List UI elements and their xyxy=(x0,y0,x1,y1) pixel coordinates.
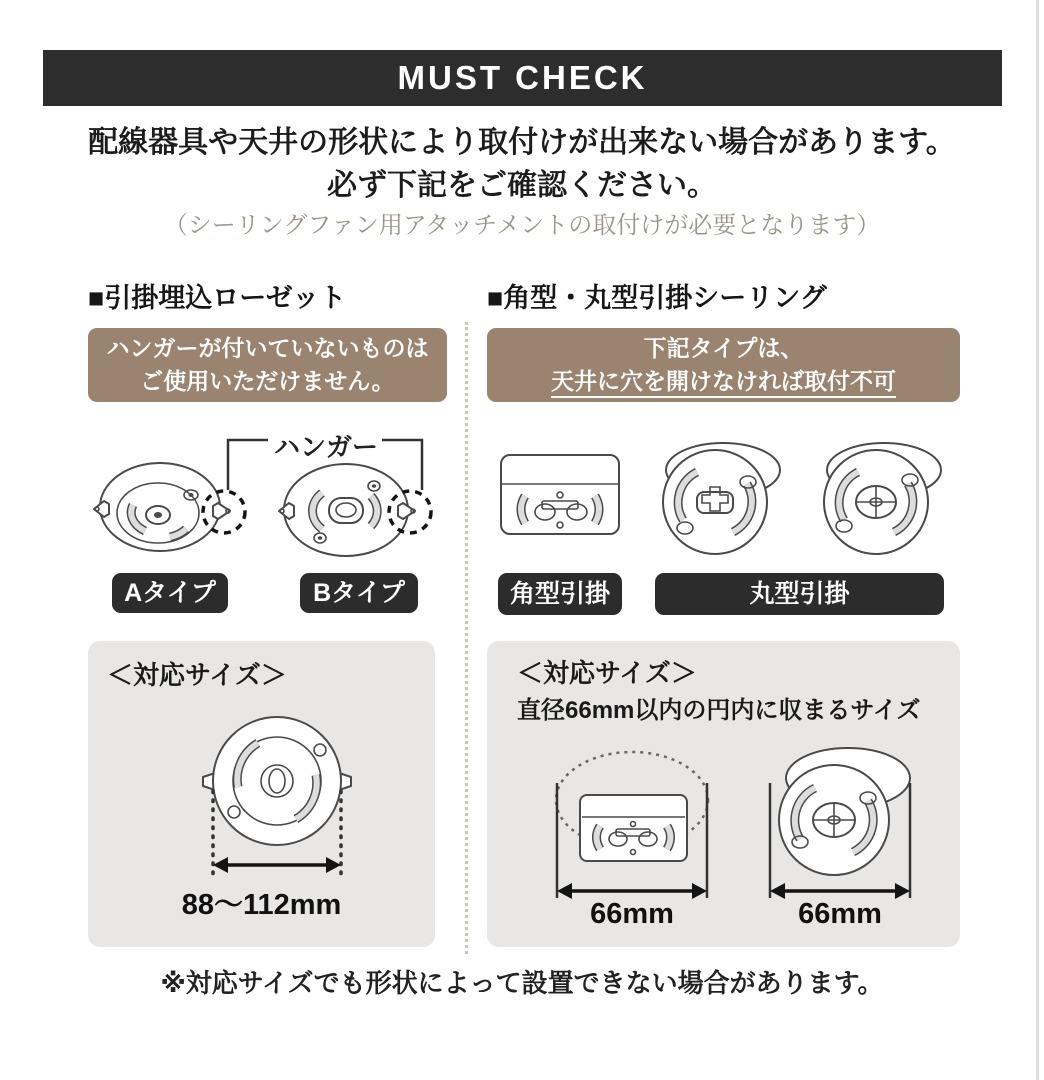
round-type-label: 丸型引掛 xyxy=(655,573,944,615)
left-size-heading: ＜対応サイズ＞ xyxy=(107,660,287,690)
square-size-value: 66mm xyxy=(590,898,674,930)
rosette-b-diagram xyxy=(268,455,433,570)
right-size-diagrams xyxy=(500,738,940,903)
right-warning-line-2: 天井に穴を開けなければ取付不可 xyxy=(551,368,896,398)
left-warning-line-2: ご使用いただけません。 xyxy=(140,368,395,394)
must-check-banner: MUST CHECK xyxy=(43,50,1002,106)
column-divider xyxy=(465,322,468,954)
intro-note: （シーリングファン用アタッチメントの取付けが必要となります） xyxy=(163,212,881,239)
rosette-topview-diagram xyxy=(88,693,435,888)
right-section-heading: ■角型・丸型引掛シーリング xyxy=(487,283,827,313)
square-type-label: 角型引掛 xyxy=(498,573,622,615)
round-size-value: 66mm xyxy=(798,898,882,930)
rosette-a-diagram xyxy=(88,455,248,570)
right-size-subheading: 直径66mm以内の円内に収まるサイズ xyxy=(517,697,921,724)
hanger-callout-label: ハンガー xyxy=(273,432,378,462)
left-warning-box xyxy=(88,328,447,402)
right-size-heading: ＜対応サイズ＞ xyxy=(517,658,697,688)
right-warning-line-1: 下記タイプは、 xyxy=(643,335,804,361)
round-outlet-diagram-2 xyxy=(816,436,944,556)
round-outlet-diagram-1 xyxy=(655,436,783,556)
left-section-heading: ■引掛埋込ローゼット xyxy=(88,283,347,313)
intro-line-2: 必ず下記をご確認ください。 xyxy=(327,169,717,202)
type-a-label: Aタイプ xyxy=(112,573,228,613)
footer-note: ※対応サイズでも形状によって設置できない場合があります。 xyxy=(160,968,884,998)
square-outlet-diagram xyxy=(498,452,622,537)
left-warning-line-1: ハンガーが付いていないものは xyxy=(106,335,429,361)
type-b-label: Bタイプ xyxy=(300,573,418,613)
right-warning-box xyxy=(487,328,960,402)
intro-line-1: 配線器具や天井の形状により取付けが出来ない場合があります。 xyxy=(88,126,956,159)
page-edge-line xyxy=(1036,0,1039,1080)
intro-block xyxy=(0,121,1044,243)
left-size-value: 88〜112mm xyxy=(181,889,342,921)
